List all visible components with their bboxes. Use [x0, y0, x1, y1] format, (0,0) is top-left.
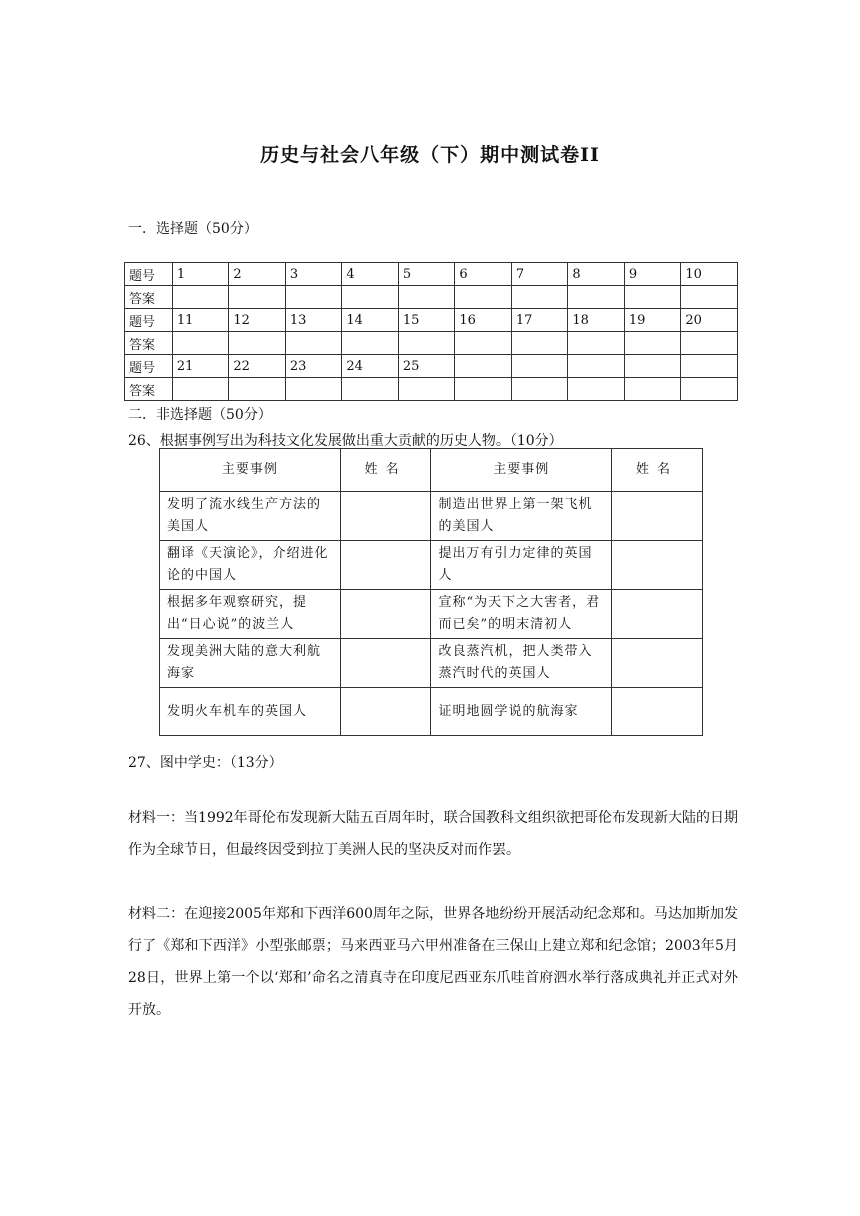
answer-cell[interactable]: [568, 378, 625, 401]
question-number-cell: 4: [342, 263, 399, 286]
answer-cell[interactable]: [455, 332, 512, 355]
material-2: 材料二：在迎接2005年郑和下西洋600周年之际，世界各地纷纷开展活动纪念郑和。马达加斯加发行了《郑和下西洋》小型张邮票；马来西亚马六甲州准备在三保山上建立郑和纪念馆；2003年5月28日，世界上第一个以‘郑和’命名之清真寺在印度尼西亚东爪哇首府泗水举行落成典礼并正式对外开放。: [128, 906, 738, 1018]
question-number-cell: 2: [229, 263, 286, 286]
question-number-cell: 7: [511, 263, 568, 286]
row-label-question-number: 题号: [125, 309, 173, 332]
row-label-answer: 答案: [125, 378, 173, 401]
question-number-cell: [511, 355, 568, 378]
answer-cell[interactable]: [681, 378, 738, 401]
example-cell: 根据多年观察研究，提出“日心说”的波兰人: [160, 590, 341, 639]
answer-cell[interactable]: [342, 378, 399, 401]
question-number-cell: 8: [568, 263, 625, 286]
row-label-answer: 答案: [125, 286, 173, 309]
question-number-cell: 3: [285, 263, 342, 286]
answer-cell[interactable]: [624, 378, 681, 401]
answer-cell[interactable]: [342, 286, 399, 309]
example-cell: 改良蒸汽机，把人类带入蒸汽时代的英国人: [431, 639, 612, 688]
page-title: 历史与社会八年级（下）期中测试卷II: [260, 144, 600, 166]
question-number-cell: 9: [624, 263, 681, 286]
example-cell: 发明火车机车的英国人: [160, 688, 341, 736]
answer-cell[interactable]: [229, 332, 286, 355]
question-26-prompt: 26、根据事例写出为科技文化发展做出重大贡献的历史人物。（10分）: [128, 433, 563, 449]
name-answer-cell[interactable]: [340, 639, 431, 688]
question-number-cell: 11: [172, 309, 229, 332]
answer-cell[interactable]: [511, 332, 568, 355]
question-27-prompt: 27、图中学史：（13分）: [128, 755, 283, 771]
example-cell: 发现美洲大陆的意大利航海家: [160, 639, 341, 688]
answer-cell[interactable]: [172, 332, 229, 355]
header-name: 姓名: [612, 449, 703, 492]
answer-cell[interactable]: [398, 332, 455, 355]
row-label-question-number: 题号: [125, 263, 173, 286]
answer-cell[interactable]: [172, 378, 229, 401]
question-number-cell: [624, 355, 681, 378]
answer-cell[interactable]: [455, 378, 512, 401]
question-number-cell: 5: [398, 263, 455, 286]
name-answer-cell[interactable]: [340, 541, 431, 590]
answer-cell[interactable]: [624, 332, 681, 355]
answer-cell[interactable]: [342, 332, 399, 355]
answer-cell[interactable]: [285, 332, 342, 355]
answer-cell[interactable]: [511, 378, 568, 401]
header-name: 姓名: [340, 449, 431, 492]
question-number-cell: 18: [568, 309, 625, 332]
header-main-example: 主要事例: [431, 449, 612, 492]
question-number-cell: 19: [624, 309, 681, 332]
answer-cell[interactable]: [681, 286, 738, 309]
question-number-cell: 21: [172, 355, 229, 378]
answer-cell[interactable]: [568, 286, 625, 309]
question-number-cell: [568, 355, 625, 378]
example-cell: 翻译《天演论》，介绍进化论的中国人: [160, 541, 341, 590]
header-main-example: 主要事例: [160, 449, 341, 492]
question-number-cell: 12: [229, 309, 286, 332]
question-number-cell: [455, 355, 512, 378]
question-number-cell: 6: [455, 263, 512, 286]
section-1-heading: 一．选择题（50分）: [128, 221, 258, 237]
answer-cell[interactable]: [172, 286, 229, 309]
example-cell: 发明了流水线生产方法的美国人: [160, 492, 341, 541]
answer-cell[interactable]: [455, 286, 512, 309]
row-label-question-number: 题号: [125, 355, 173, 378]
name-answer-cell[interactable]: [612, 590, 703, 639]
question-number-cell: 22: [229, 355, 286, 378]
question-number-cell: 25: [398, 355, 455, 378]
historical-figures-table: [159, 448, 703, 736]
answer-cell[interactable]: [229, 378, 286, 401]
name-answer-cell[interactable]: [612, 492, 703, 541]
answer-cell[interactable]: [681, 332, 738, 355]
answer-grid: [124, 262, 738, 401]
question-number-cell: 23: [285, 355, 342, 378]
example-cell: 证明地圆学说的航海家: [431, 688, 612, 736]
answer-cell[interactable]: [511, 286, 568, 309]
name-answer-cell[interactable]: [340, 688, 431, 736]
answer-cell[interactable]: [285, 286, 342, 309]
question-number-cell: 15: [398, 309, 455, 332]
answer-cell[interactable]: [285, 378, 342, 401]
answer-cell[interactable]: [568, 332, 625, 355]
question-number-cell: 24: [342, 355, 399, 378]
question-number-cell: 10: [681, 263, 738, 286]
answer-cell[interactable]: [398, 286, 455, 309]
answer-cell[interactable]: [229, 286, 286, 309]
question-number-cell: 20: [681, 309, 738, 332]
answer-cell[interactable]: [398, 378, 455, 401]
question-number-cell: [681, 355, 738, 378]
answer-cell[interactable]: [624, 286, 681, 309]
example-cell: 宣称“为天下之大害者，君而已矣”的明末清初人: [431, 590, 612, 639]
question-number-cell: 13: [285, 309, 342, 332]
row-label-answer: 答案: [125, 332, 173, 355]
question-number-cell: 16: [455, 309, 512, 332]
name-answer-cell[interactable]: [340, 590, 431, 639]
material-1: 材料一：当1992年哥伦布发现新大陆五百周年时，联合国教科文组织欲把哥伦布发现新大陆的日期作为全球节日，但最终因受到拉丁美洲人民的坚决反对而作罢。: [128, 810, 738, 858]
example-cell: 制造出世界上第一架飞机的美国人: [431, 492, 612, 541]
name-answer-cell[interactable]: [612, 639, 703, 688]
section-2-heading: 二．非选择题（50分）: [128, 407, 272, 423]
name-answer-cell[interactable]: [612, 688, 703, 736]
example-cell: 提出万有引力定律的英国人: [431, 541, 612, 590]
name-answer-cell[interactable]: [612, 541, 703, 590]
question-number-cell: 1: [172, 263, 229, 286]
question-number-cell: 14: [342, 309, 399, 332]
name-answer-cell[interactable]: [340, 492, 431, 541]
question-number-cell: 17: [511, 309, 568, 332]
